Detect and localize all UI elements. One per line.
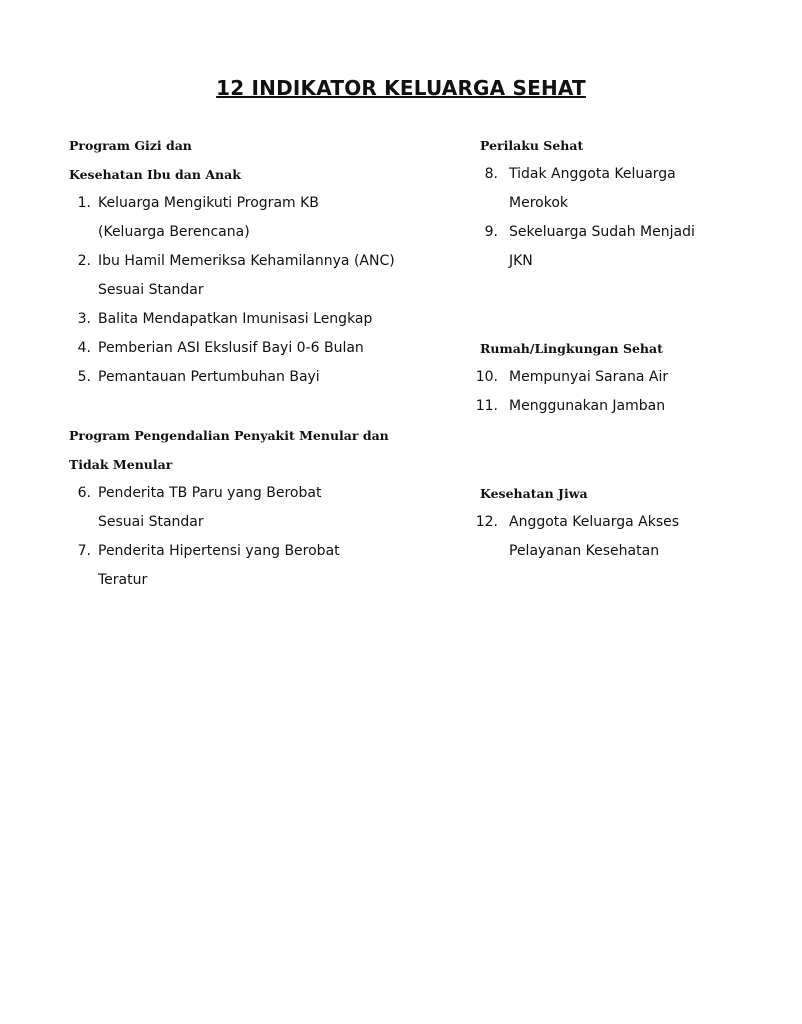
left-column [69, 131, 469, 595]
item-number: 9. [484, 224, 498, 240]
item-text: Penderita TB Paru yang Berobat [98, 485, 322, 501]
list-item [69, 247, 469, 305]
item-text: Sekeluarga Sudah Menjadi [509, 224, 695, 240]
right-column [475, 131, 695, 566]
item-text: Merokok [509, 195, 568, 211]
item-number: 6. [77, 485, 91, 501]
list-item [69, 305, 469, 334]
section-heading: Kesehatan Ibu dan Anak [69, 167, 241, 182]
item-text: Menggunakan Jamban [509, 398, 666, 414]
section-heading: Program Pengendalian Penyakit Menular dan [69, 428, 389, 443]
item-text: Balita Mendapatkan Imunisasi Lengkap [98, 311, 373, 327]
list-item [480, 218, 695, 276]
list-item [69, 479, 469, 537]
section-heading: Rumah/Lingkungan Sehat [480, 341, 663, 356]
item-text: Mempunyai Sarana Air [509, 369, 669, 385]
section-heading: Program Gizi dan [69, 138, 192, 153]
item-number: 3. [77, 311, 91, 327]
list-item [475, 508, 680, 566]
page-title: 12 INDIKATOR KELUARGA SEHAT [216, 76, 586, 100]
item-number: 5. [77, 369, 91, 385]
spacer [480, 305, 660, 334]
section-heading: Perilaku Sehat [480, 138, 584, 153]
list-item [69, 537, 469, 595]
item-text: (Keluarga Berencana) [98, 224, 250, 240]
list-item [69, 189, 469, 247]
item-number: 8. [484, 166, 498, 182]
item-number: 7. [77, 543, 91, 559]
spacer [480, 421, 660, 450]
item-number: 10. [475, 369, 498, 385]
item-text: Sesuai Standar [98, 282, 204, 298]
section-heading: Tidak Menular [69, 457, 173, 472]
item-text: Ibu Hamil Memeriksa Kehamilannya (ANC) [98, 253, 395, 269]
item-text: Penderita Hipertensi yang Berobat [98, 543, 340, 559]
item-text: Pelayanan Kesehatan [509, 543, 660, 559]
list-item [69, 363, 469, 392]
item-text: Tidak Anggota Keluarga [509, 166, 676, 182]
item-text: Anggota Keluarga Akses [509, 514, 680, 530]
section-heading: Kesehatan Jiwa [480, 486, 588, 501]
item-text: Pemberian ASI Ekslusif Bayi 0-6 Bulan [98, 340, 364, 356]
spacer [480, 450, 660, 479]
list-item [475, 392, 666, 421]
item-number: 12. [475, 514, 498, 530]
spacer [69, 392, 469, 421]
item-text: Keluarga Mengikuti Program KB [98, 195, 319, 211]
item-number: 11. [475, 398, 498, 414]
list-item [69, 334, 469, 363]
spacer [480, 276, 660, 305]
list-item [480, 160, 676, 218]
list-item [475, 363, 669, 392]
item-text: Pemantauan Pertumbuhan Bayi [98, 369, 320, 385]
item-number: 1. [77, 195, 91, 211]
item-text: Sesuai Standar [98, 514, 204, 530]
item-text: Teratur [98, 572, 148, 588]
item-text: JKN [509, 253, 533, 269]
item-number: 2. [77, 253, 91, 269]
item-number: 4. [77, 340, 91, 356]
